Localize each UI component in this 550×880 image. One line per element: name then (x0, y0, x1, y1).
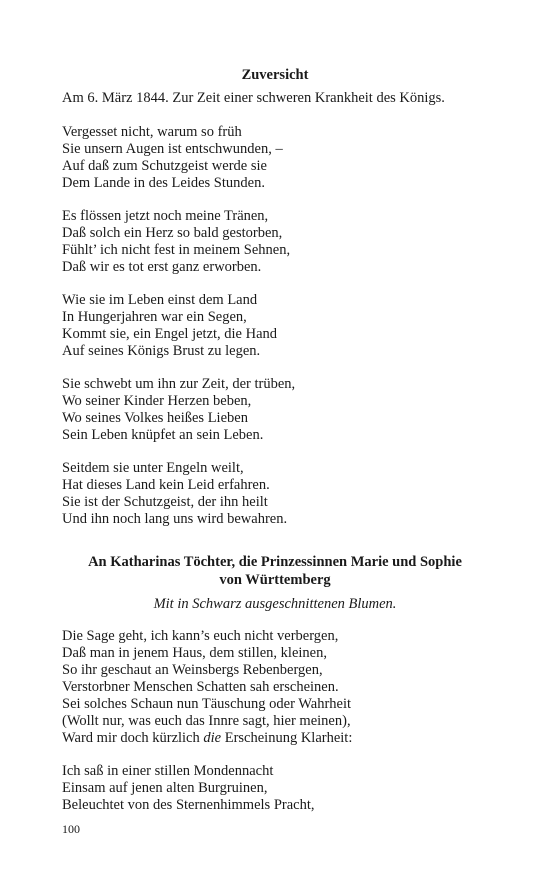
stanza (62, 628, 488, 747)
emphasized-word: die (203, 730, 222, 746)
verse-line: Wo seiner Kinder Herzen beben, (62, 393, 252, 409)
stanza (62, 460, 488, 528)
verse-line: (Wollt nur, was euch das Innre sagt, hier meinen), (62, 713, 351, 729)
stanza (62, 124, 488, 192)
verse-line: Sie unsern Augen ist entschwunden, – (62, 141, 283, 157)
poem-dedication: Mit in Schwarz ausgeschnittenen Blumen. (153, 596, 397, 612)
poem-body (62, 124, 488, 528)
stanza (62, 376, 488, 444)
verse-line: In Hungerjahren war ein Segen, (62, 309, 247, 325)
poem-title: Zuversicht (241, 67, 309, 83)
poem-subtitle: Am 6. März 1844. Zur Zeit einer schweren Krankheit des Königs. (62, 90, 445, 106)
verse-line: Sei solches Schaun nun Täuschung oder Wahrheit (62, 696, 352, 712)
verse-line (62, 730, 488, 747)
poem-title-2-line-2: von Württemberg (219, 571, 331, 588)
verse-line: Daß wir es tot erst ganz erworben. (62, 259, 262, 275)
verse-line: Die Sage geht, ich kann’s euch nicht verbergen, (62, 628, 339, 644)
verse-line: So ihr geschaut an Weinsbergs Rebenbergen, (62, 662, 323, 678)
verse-line: Sie ist der Schutzgeist, der ihn heilt (62, 494, 268, 510)
book-page (62, 66, 488, 830)
verse-line: Auf seines Königs Brust zu legen. (62, 343, 261, 359)
stanza (62, 208, 488, 276)
verse-line: Seitdem sie unter Engeln weilt, (62, 460, 244, 476)
verse-line: Hat dieses Land kein Leid erfahren. (62, 477, 270, 493)
verse-line: Daß man in jenem Haus, dem stillen, kleinen, (62, 645, 327, 661)
verse-line: Es flössen jetzt noch meine Tränen, (62, 208, 269, 224)
verse-line: Kommt sie, ein Engel jetzt, die Hand (62, 326, 278, 342)
verse-line: Dem Lande in des Leides Stunden. (62, 175, 265, 191)
verse-line: Wo seines Volkes heißes Lieben (62, 410, 248, 426)
verse-line: Vergesset nicht, warum so früh (62, 124, 242, 140)
verse-line: Ich saß in einer stillen Mondennacht (62, 763, 274, 779)
stanza (62, 292, 488, 360)
verse-line: Und ihn noch lang uns wird bewahren. (62, 511, 288, 527)
verse-line: Verstorbner Menschen Schatten sah erscheinen. (62, 679, 339, 695)
verse-line: Daß solch ein Herz so bald gestorben, (62, 225, 283, 241)
verse-line: Einsam auf jenen alten Burgruinen, (62, 780, 268, 796)
verse-line: Sie schwebt um ihn zur Zeit, der trüben, (62, 376, 296, 392)
poem-title-2 (62, 554, 488, 589)
verse-line: Sein Leben knüpfet an sein Leben. (62, 427, 264, 443)
page-number: 100 (62, 822, 80, 836)
stanza (62, 763, 488, 814)
poem-title-2-line-1: An Katharinas Töchter, die Prinzessinnen Marie und Sophie (88, 554, 462, 570)
verse-line: Auf daß zum Schutzgeist werde sie (62, 158, 267, 174)
verse-text: Erscheinung Klarheit: (221, 730, 353, 746)
verse-line: Wie sie im Leben einst dem Land (62, 292, 258, 308)
verse-line: Fühlt’ ich nicht fest in meinem Sehnen, (62, 242, 291, 258)
verse-text: Ward mir doch kürzlich (62, 730, 204, 746)
verse-line: Beleuchtet von des Sternenhimmels Pracht, (62, 797, 315, 813)
